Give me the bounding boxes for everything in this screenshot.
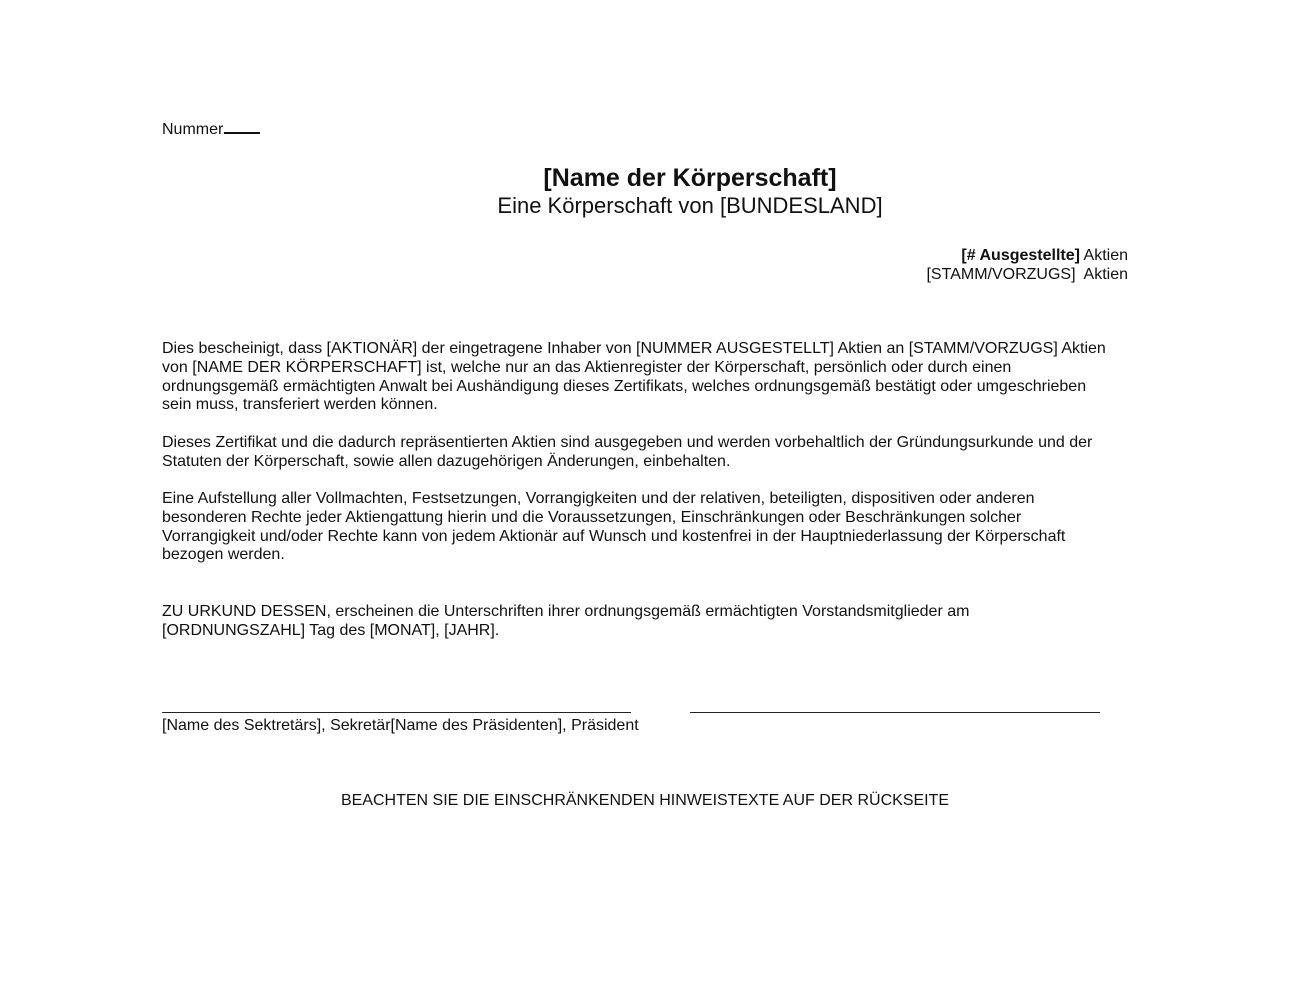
paragraph-witness — [162, 603, 1142, 641]
secretary-signature-line — [162, 712, 631, 713]
signature-labels — [162, 716, 639, 735]
paragraph-issuance — [162, 434, 1142, 472]
shares-issued-suffix: Aktien — [1079, 247, 1128, 264]
paragraph-line: Vorrangigkeit und/oder Rechte kann von jedem Aktionär auf Wunsch und kostenfrei in der Hauptniederlassung der Körperschaft — [162, 527, 1066, 545]
president-signature-line — [690, 712, 1100, 713]
paragraph-certification — [162, 340, 1142, 415]
president-label: [Name des Präsidenten], Präsident — [390, 717, 639, 734]
paragraph-line: bezogen werden. — [162, 546, 285, 564]
shares-issued-placeholder: [# Ausgestellte] — [961, 247, 1080, 264]
number-blank-field — [224, 118, 260, 134]
paragraph-line: sein muss, transferiert werden können. — [162, 396, 438, 414]
corporation-name-title: [Name der Körperschaft] — [543, 164, 837, 192]
secretary-label: [Name des Sektretärs], Sekretär — [162, 717, 391, 734]
shares-issued-line — [961, 246, 1128, 265]
paragraph-line: [ORDNUNGSZAHL] Tag des [MONAT], [JAHR]. — [162, 621, 500, 639]
paragraph-line: Dieses Zertifikat und die dadurch repräsentierten Aktien sind ausgegeben und werden vorbehaltlich der Gründungsurkunde und der — [162, 434, 1093, 451]
paragraph-line: ZU URKUND DESSEN, erscheinen die Unterschriften ihrer ordnungsgemäß ermächtigten Vorstandsmitglieder am — [162, 603, 970, 620]
certificate-number — [162, 118, 260, 139]
paragraph-line: Dies bescheinigt, dass [AKTIONÄR] der eingetragene Inhaber von [NUMMER AUSGESTELLT] Aktien an [STAMM/VORZUGS] Aktien — [162, 340, 1106, 357]
corporation-state-subtitle: Eine Körperschaft von [BUNDESLAND] — [497, 193, 883, 218]
shares-type-line: [STAMM/VORZUGS] Aktien — [926, 266, 1128, 283]
paragraph-line: besonderen Rechte jeder Aktiengattung hierin und die Voraussetzungen, Einschränkungen oder Beschränkungen solcher — [162, 508, 1022, 526]
number-label: Nummer — [162, 121, 224, 138]
paragraph-line: ordnungsgemäß ermächtigten Anwalt bei Aushändigung dieses Zertifikats, welches ordnungsgemäß bestätigt oder umgeschrieben — [162, 377, 1087, 395]
paragraph-rights-statement — [162, 490, 1142, 565]
paragraph-line: Statuten der Körperschaft, sowie allen dazugehörigen Änderungen, einbehalten. — [162, 452, 731, 470]
paragraph-line: von [NAME DER KÖRPERSCHAFT] ist, welche nur an das Aktienregister der Körperschaft, persönlich oder durch einen — [162, 358, 1012, 376]
reverse-side-notice: BEACHTEN SIE DIE EINSCHRÄNKENDEN HINWEISTEXTE AUF DER RÜCKSEITE — [340, 792, 950, 809]
paragraph-line: Eine Aufstellung aller Vollmachten, Festsetzungen, Vorrangigkeiten und der relativen, beteiligten, dispositiven oder anderen — [162, 490, 1035, 507]
